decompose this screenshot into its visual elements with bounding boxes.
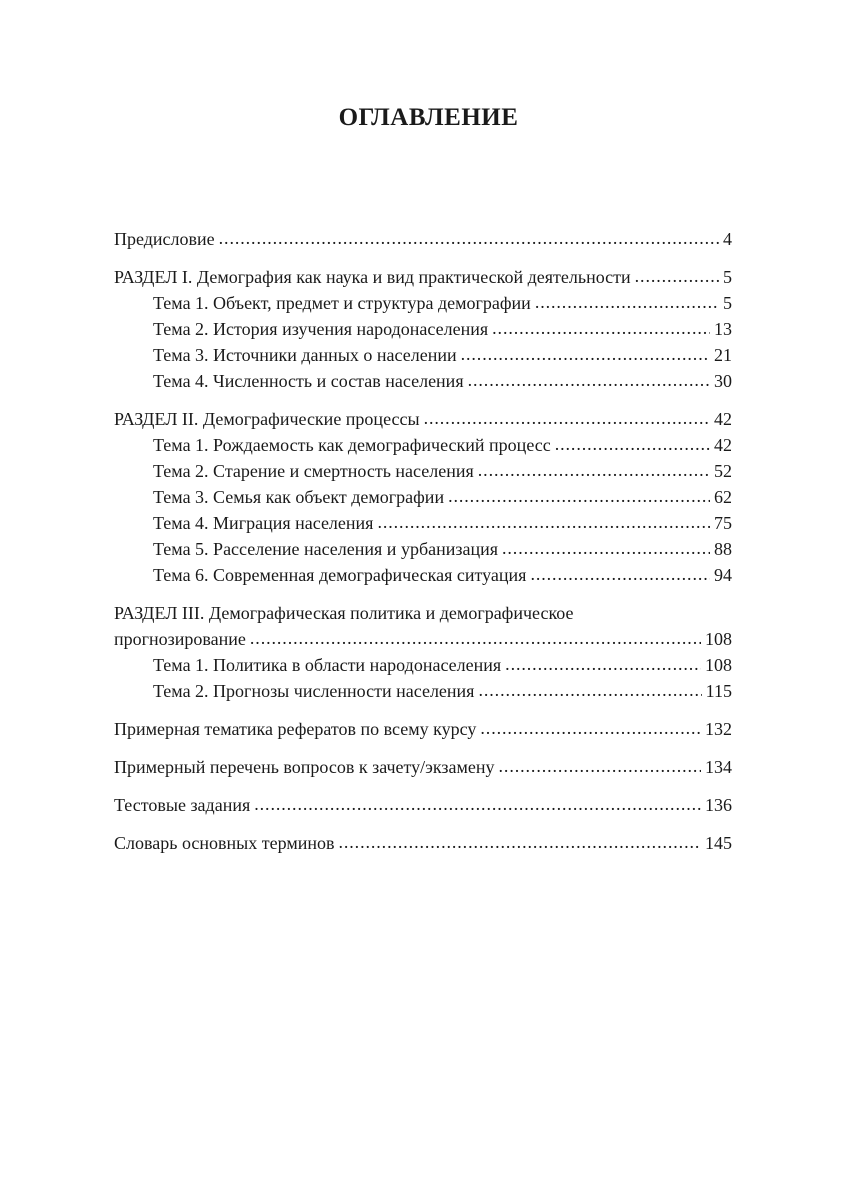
dot-leader — [250, 625, 701, 651]
toc-topic-title: Тема 2. Прогнозы численности населения — [153, 681, 475, 701]
toc-topic[interactable] — [114, 678, 732, 704]
toc-topic[interactable] — [114, 458, 732, 484]
toc-topic[interactable] — [114, 342, 732, 368]
dot-leader — [219, 225, 719, 251]
toc-topic[interactable] — [114, 484, 732, 510]
toc-topic-title: Тема 5. Расселение населения и урбанизация — [153, 539, 498, 559]
toc-page-number: 94 — [714, 565, 732, 585]
toc-section-title: РАЗДЕЛ II. Демографические процессы — [114, 409, 420, 429]
toc-topic-title: Тема 4. Миграция населения — [153, 513, 374, 533]
dot-leader — [478, 457, 710, 483]
toc-entry-title: Тестовые задания — [114, 795, 251, 815]
dot-leader — [468, 367, 710, 393]
toc-topic[interactable] — [114, 652, 732, 678]
dot-leader — [254, 791, 701, 817]
toc-entry-title: Примерная тематика рефератов по всему курсу — [114, 719, 477, 739]
toc-page-number: 108 — [705, 655, 732, 675]
toc-topic[interactable] — [114, 316, 732, 342]
toc-topic[interactable] — [114, 536, 732, 562]
dot-leader — [535, 289, 719, 315]
toc-page-number: 115 — [705, 681, 732, 701]
toc-topic[interactable] — [114, 432, 732, 458]
toc-page-number: 145 — [705, 833, 732, 853]
toc-page-number: 5 — [723, 293, 732, 313]
toc-topic-title: Тема 2. История изучения народонаселения — [153, 319, 489, 339]
toc-topic[interactable] — [114, 290, 732, 316]
toc-page-number: 42 — [714, 435, 732, 455]
toc-page-number: 108 — [705, 629, 732, 649]
toc-topic-title: Тема 4. Численность и состав населения — [153, 371, 464, 391]
dot-leader — [555, 431, 710, 457]
toc-page-number: 21 — [714, 345, 732, 365]
toc-entry-abstract-topics[interactable] — [114, 716, 732, 742]
toc-page-number: 42 — [714, 409, 732, 429]
dot-leader — [424, 405, 710, 431]
dot-leader — [480, 715, 701, 741]
dot-leader — [492, 315, 710, 341]
dot-leader — [448, 483, 710, 509]
toc-page-number: 62 — [714, 487, 732, 507]
dot-leader — [377, 509, 710, 535]
toc-section-3-title-line1[interactable]: РАЗДЕЛ III. Демографическая политика и демографическое — [114, 603, 574, 623]
toc-page-number: 136 — [705, 795, 732, 815]
toc-topic-title: Тема 3. Источники данных о населении — [153, 345, 457, 365]
dot-leader — [635, 263, 719, 289]
toc-topic[interactable] — [114, 368, 732, 394]
page-title: ОГЛАВЛЕНИЕ — [338, 104, 519, 131]
toc-topic[interactable] — [114, 510, 732, 536]
toc-topic-title: Тема 1. Рождаемость как демографический процесс — [153, 435, 551, 455]
toc-topic-title: Тема 2. Старение и смертность населения — [153, 461, 474, 481]
toc-section-title: РАЗДЕЛ I. Демография как наука и вид практической деятельности — [114, 267, 631, 287]
toc-section-title: прогнозирование — [114, 629, 246, 649]
toc-page-number: 75 — [714, 513, 732, 533]
toc-entry-title: Предисловие — [114, 229, 215, 249]
dot-leader — [530, 561, 710, 587]
toc-page-number: 30 — [714, 371, 732, 391]
toc-entry-tests[interactable] — [114, 792, 732, 818]
dot-leader — [338, 829, 701, 855]
toc-topic-title: Тема 6. Современная демографическая ситуация — [153, 565, 527, 585]
toc-page-number: 134 — [705, 757, 732, 777]
dot-leader — [478, 677, 701, 703]
toc-section-1[interactable] — [114, 264, 732, 290]
toc-entry-glossary[interactable] — [114, 830, 732, 856]
toc-entry-exam-questions[interactable] — [114, 754, 732, 780]
toc-topic-title: Тема 3. Семья как объект демографии — [153, 487, 445, 507]
toc-topic[interactable] — [114, 562, 732, 588]
dot-leader — [499, 753, 701, 779]
toc-entry-title: Примерный перечень вопросов к зачету/экзамену — [114, 757, 495, 777]
toc-page-number: 52 — [714, 461, 732, 481]
toc-topic-title: Тема 1. Объект, предмет и структура демографии — [153, 293, 531, 313]
toc-page-number: 5 — [723, 267, 732, 287]
dot-leader — [461, 341, 710, 367]
dot-leader — [505, 651, 701, 677]
table-of-contents — [114, 226, 732, 856]
toc-page-number: 132 — [705, 719, 732, 739]
toc-entry-title: Словарь основных терминов — [114, 833, 335, 853]
toc-page-number: 4 — [723, 229, 732, 249]
toc-topic-title: Тема 1. Политика в области народонаселения — [153, 655, 502, 675]
toc-section-2[interactable] — [114, 406, 732, 432]
toc-page-number: 88 — [714, 539, 732, 559]
toc-section-3[interactable] — [114, 626, 732, 652]
dot-leader — [502, 535, 710, 561]
toc-entry-preface[interactable] — [114, 226, 732, 252]
toc-page-number: 13 — [714, 319, 732, 339]
